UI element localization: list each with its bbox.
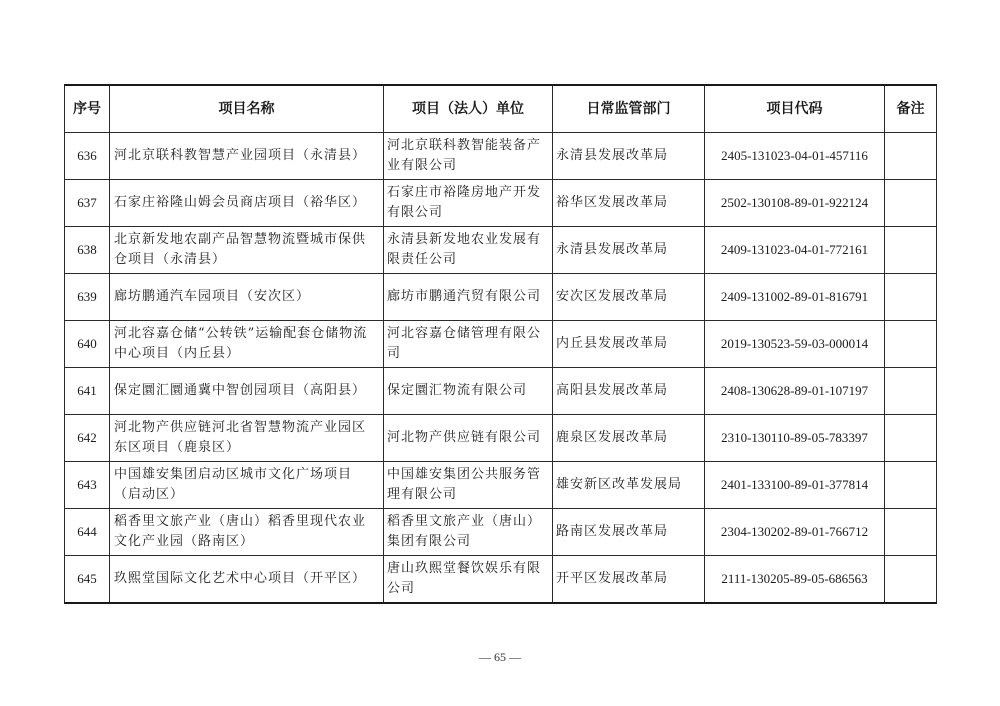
header-supervising-dept: 日常监管部门 bbox=[553, 85, 705, 133]
cell-project-name: 北京新发地农副产品智慧物流暨城市保供仓项目（永清县） bbox=[110, 227, 384, 274]
table-row bbox=[65, 227, 937, 274]
header-unit: 项目（法人）单位 bbox=[384, 85, 553, 133]
cell-note bbox=[885, 415, 937, 462]
cell-no: 636 bbox=[65, 133, 110, 180]
cell-project-name: 稻香里文旅产业（唐山）稻香里现代农业文化产业园（路南区） bbox=[110, 509, 384, 556]
cell-no: 639 bbox=[65, 274, 110, 321]
cell-project-name: 河北京联科教智慧产业园项目（永清县） bbox=[110, 133, 384, 180]
project-table bbox=[64, 84, 937, 604]
table-header-row bbox=[65, 85, 937, 133]
page-number: — 65 — bbox=[479, 650, 521, 664]
cell-note bbox=[885, 180, 937, 227]
cell-dept: 开平区发展改革局 bbox=[553, 556, 705, 604]
cell-code: 2502-130108-89-01-922124 bbox=[705, 180, 885, 227]
table-row bbox=[65, 556, 937, 604]
cell-project-name: 石家庄裕隆山姆会员商店项目（裕华区） bbox=[110, 180, 384, 227]
cell-code: 2310-130110-89-05-783397 bbox=[705, 415, 885, 462]
cell-unit: 石家庄市裕隆房地产开发有限公司 bbox=[384, 180, 553, 227]
cell-dept: 鹿泉区发展改革局 bbox=[553, 415, 705, 462]
cell-project-name: 玖熙堂国际文化艺术中心项目（开平区） bbox=[110, 556, 384, 604]
cell-note bbox=[885, 227, 937, 274]
cell-no: 640 bbox=[65, 321, 110, 368]
cell-unit: 河北京联科教智能装备产业有限公司 bbox=[384, 133, 553, 180]
header-no: 序号 bbox=[65, 85, 110, 133]
cell-dept: 内丘县发展改革局 bbox=[553, 321, 705, 368]
cell-code: 2401-133100-89-01-377814 bbox=[705, 462, 885, 509]
cell-no: 645 bbox=[65, 556, 110, 604]
table-row bbox=[65, 133, 937, 180]
cell-dept: 路南区发展改革局 bbox=[553, 509, 705, 556]
cell-unit: 稻香里文旅产业（唐山）集团有限公司 bbox=[384, 509, 553, 556]
cell-unit: 中国雄安集团公共服务管理有限公司 bbox=[384, 462, 553, 509]
cell-dept: 高阳县发展改革局 bbox=[553, 368, 705, 415]
cell-code: 2408-130628-89-01-107197 bbox=[705, 368, 885, 415]
cell-code: 2405-131023-04-01-457116 bbox=[705, 133, 885, 180]
cell-note bbox=[885, 509, 937, 556]
header-note: 备注 bbox=[885, 85, 937, 133]
cell-no: 643 bbox=[65, 462, 110, 509]
cell-dept: 裕华区发展改革局 bbox=[553, 180, 705, 227]
cell-unit: 河北容嘉仓储管理有限公司 bbox=[384, 321, 553, 368]
cell-code: 2304-130202-89-01-766712 bbox=[705, 509, 885, 556]
cell-unit: 保定圜汇物流有限公司 bbox=[384, 368, 553, 415]
cell-project-name: 中国雄安集团启动区城市文化广场项目（启动区） bbox=[110, 462, 384, 509]
cell-no: 641 bbox=[65, 368, 110, 415]
cell-unit: 廊坊市鹏通汽贸有限公司 bbox=[384, 274, 553, 321]
cell-project-name: 河北物产供应链河北省智慧物流产业园区东区项目（鹿泉区） bbox=[110, 415, 384, 462]
table-row bbox=[65, 368, 937, 415]
table-row bbox=[65, 509, 937, 556]
cell-note bbox=[885, 556, 937, 604]
table-row bbox=[65, 462, 937, 509]
cell-dept: 安次区发展改革局 bbox=[553, 274, 705, 321]
cell-project-name: 廊坊鹏通汽车园项目（安次区） bbox=[110, 274, 384, 321]
table-row bbox=[65, 274, 937, 321]
cell-note bbox=[885, 274, 937, 321]
cell-note bbox=[885, 321, 937, 368]
cell-dept: 雄安新区改革发展局 bbox=[553, 462, 705, 509]
cell-code: 2111-130205-89-05-686563 bbox=[705, 556, 885, 604]
cell-note bbox=[885, 368, 937, 415]
cell-code: 2409-131023-04-01-772161 bbox=[705, 227, 885, 274]
table-row bbox=[65, 180, 937, 227]
cell-no: 642 bbox=[65, 415, 110, 462]
cell-note bbox=[885, 133, 937, 180]
cell-dept: 永清县发展改革局 bbox=[553, 133, 705, 180]
cell-no: 644 bbox=[65, 509, 110, 556]
cell-unit: 唐山玖熙堂餐饮娱乐有限公司 bbox=[384, 556, 553, 604]
cell-project-name: 保定圜汇圜通冀中智创园项目（高阳县） bbox=[110, 368, 384, 415]
cell-unit: 永清县新发地农业发展有限责任公司 bbox=[384, 227, 553, 274]
cell-unit: 河北物产供应链有限公司 bbox=[384, 415, 553, 462]
cell-code: 2019-130523-59-03-000014 bbox=[705, 321, 885, 368]
cell-note bbox=[885, 462, 937, 509]
table-row bbox=[65, 321, 937, 368]
header-project-code: 项目代码 bbox=[705, 85, 885, 133]
cell-project-name: 河北容嘉仓储“公转铁”运输配套仓储物流中心项目（内丘县） bbox=[110, 321, 384, 368]
cell-dept: 永清县发展改革局 bbox=[553, 227, 705, 274]
cell-no: 638 bbox=[65, 227, 110, 274]
cell-no: 637 bbox=[65, 180, 110, 227]
header-project-name: 项目名称 bbox=[110, 85, 384, 133]
cell-code: 2409-131002-89-01-816791 bbox=[705, 274, 885, 321]
table-row bbox=[65, 415, 937, 462]
